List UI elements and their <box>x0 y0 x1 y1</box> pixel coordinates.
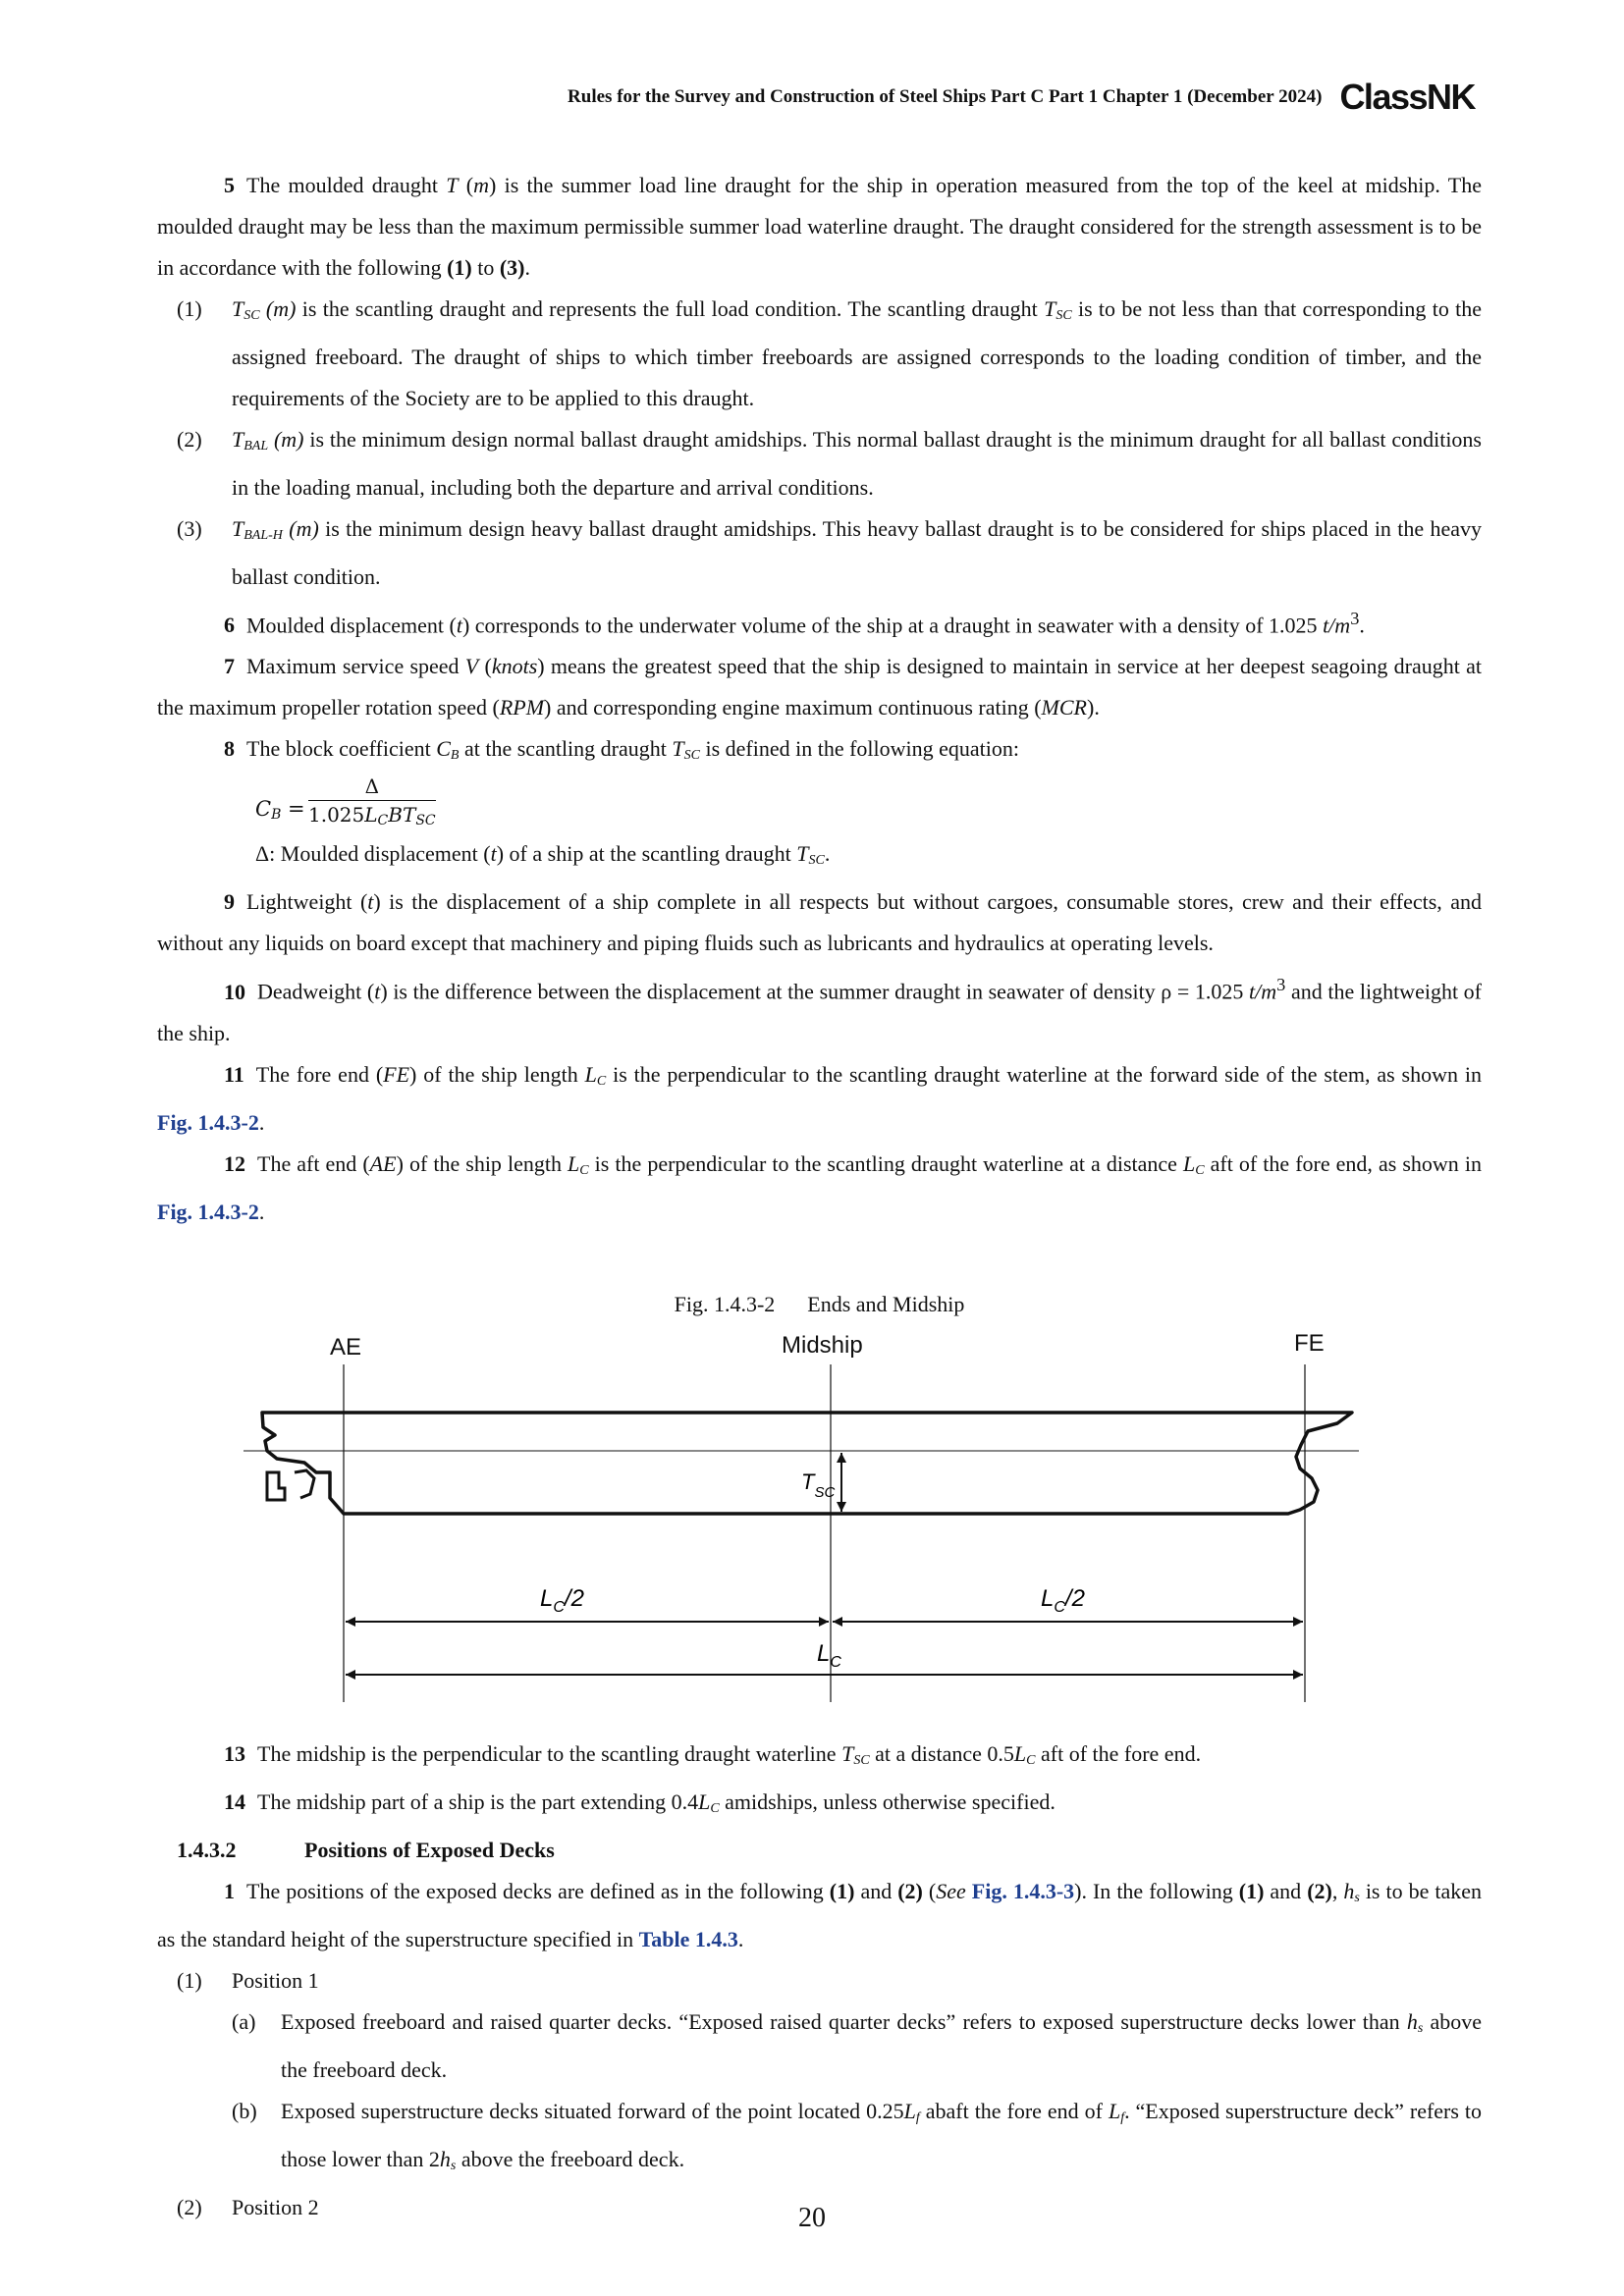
page-number: 20 <box>798 2203 826 2233</box>
paragraph-6: 6 Moulded displacement (t) corresponds to the underwater volume of the ship at a draught in seawater with a density of 1.025 $t/m^3$. <box>224 609 1365 638</box>
paragraph-8-definition: Δ: Moulded displacement (t) of a ship at the scantling draught $T_{SC}$. <box>255 841 831 869</box>
fig-1-4-3-2-link[interactable]: Fig. 1.4.3-2 <box>157 1199 259 1224</box>
paragraph-12: 12 The aft end (AE) of the ship length $L_C$ is the perpendicular to the scantling draught waterline at a distance $L_C$ aft of the fore end, as shown in Fig. 1.4.3-2. <box>157 1150 1482 1224</box>
label-midship: Midship <box>782 1331 863 1359</box>
position-2-item: (2) Position 2 <box>177 2194 319 2219</box>
position-1-item-b: (b) Exposed superstructure decks situated forward of the point located $0.25L_f$ abaft the fore end of $L_f$. “Exposed superstructure deck” refers to those lower than $2h_s$ above the freeboard deck. <box>232 2098 1483 2173</box>
header-title: Rules for the Survey and Construction of Steel Ships Part C Part 1 Chapter 1 (December 2024) <box>568 86 1323 107</box>
position-1-item-a: (a) Exposed freeboard and raised quarter decks. “Exposed raised quarter decks” refers to exposed superstructure decks lower than $h_s$ above the freeboard deck. <box>232 2008 1483 2082</box>
hull-outline <box>262 1413 1352 1514</box>
tsc-label: $T_{SC}$ <box>801 1468 836 1501</box>
stern-detail <box>295 1470 314 1498</box>
paragraph-7: 7 Maximum service speed V (knots) means the greatest speed that the ship is designed to maintain in service at her deepest seagoing draught at the maximum propeller rotation speed (RPM) and corresponding engine maximum continuous rating (MCR). <box>157 654 1482 721</box>
subsection-paragraph-1: 1 The positions of the exposed decks are defined as in the following (1) and (2) (See Fig. 1.4.3-3). In the following (1) and (2), $h_s$ is to be taken as the standard height of the superstructure specified in Table 1.4.3. <box>157 1878 1483 1951</box>
rudder-shape <box>267 1472 285 1500</box>
label-ae: AE <box>330 1333 362 1361</box>
position-1-item: (1) Position 1 <box>177 1967 319 1993</box>
ends-and-midship-figure <box>157 1315 1482 1708</box>
classnk-logo: ClassNK <box>1339 77 1475 117</box>
subsection-heading: 1.4.3.2 Positions of Exposed Decks <box>177 1837 555 1862</box>
paragraph-5-item-2: (2) $T_{BAL}$ (m) is the minimum design normal ballast draught amidships. This normal ballast draught is the minimum draught for all ballast conditions in the loading manual, including both the departure and arrival conditions. <box>177 427 1482 500</box>
fig-1-4-3-3-link[interactable]: Fig. 1.4.3-3 <box>971 1878 1075 1903</box>
paragraph-5: 5 The moulded draught T (m) is the summer load line draught for the ship in operation measured from the top of the keel at midship. The moulded draught may be less than the maximum permissible summer load waterline draught. The draught considered for the strength assessment is to be in accordance with the following (1) to (3). <box>157 173 1482 280</box>
table-1-4-3-link[interactable]: Table 1.4.3 <box>638 1926 738 1951</box>
document-body <box>157 165 1482 2228</box>
paragraph-5-item-1: (1) $T_{SC}$ (m) is the scantling draught and represents the full load condition. The scantling draught $T_{SC}$ is to be not less than that corresponding to the assigned freeboard. The draught of ships to which timber freeboards are assigned corresponds to the loading condition of timber, and the requirements of the Society are to be applied to this draught. <box>177 296 1482 410</box>
page-header <box>568 77 1475 118</box>
paragraph-5-item-3: (3) $T_{BAL-H}$ (m) is the minimum design heavy ballast draught amidships. This heavy ballast draught is to be considered for ships placed in the heavy ballast condition. <box>177 516 1482 589</box>
paragraph-8: 8 The block coefficient $C_B$ at the scantling draught $T_{SC}$ is defined in the following equation: <box>224 736 1020 764</box>
paragraph-10: 10 Deadweight (t) is the difference between the displacement at the summer draught in seawater of density ρ = 1.025 $t/m^3$ and the lightweight of the ship. <box>157 975 1483 1045</box>
label-fe: FE <box>1294 1329 1325 1357</box>
lc-full-label: $L_C$ <box>817 1639 841 1671</box>
block-coefficient-formula: $C_B$ = Δ $1.025L_CBT_{SC}$ <box>255 774 436 829</box>
figure-caption: Fig. 1.4.3-2 Ends and Midship <box>674 1291 965 1316</box>
ship-profile-diagram <box>157 1315 1482 1708</box>
paragraph-9: 9 Lightweight (t) is the displacement of a ship complete in all respects but without cargoes, consumable stores, crew and their effects, and without any liquids on board except that machinery and piping fluids such as lubricants and hydraulics at operating levels. <box>157 889 1482 956</box>
lc-half-right-label: $L_C/2$ <box>1041 1584 1085 1616</box>
lc-half-left-label: $L_C/2$ <box>540 1584 584 1616</box>
fig-1-4-3-2-link[interactable]: Fig. 1.4.3-2 <box>157 1109 259 1135</box>
paragraph-11: 11 The fore end (FE) of the ship length $L_C$ is the perpendicular to the scantling draught waterline at the forward side of the stem, as shown in Fig. 1.4.3-2. <box>157 1061 1482 1135</box>
paragraph-13: 13 The midship is the perpendicular to the scantling draught waterline $T_{SC}$ at a distance $0.5L_C$ aft of the fore end. <box>224 1740 1202 1768</box>
paragraph-14: 14 The midship part of a ship is the part extending $0.4L_C$ amidships, unless otherwise specified. <box>224 1789 1056 1816</box>
